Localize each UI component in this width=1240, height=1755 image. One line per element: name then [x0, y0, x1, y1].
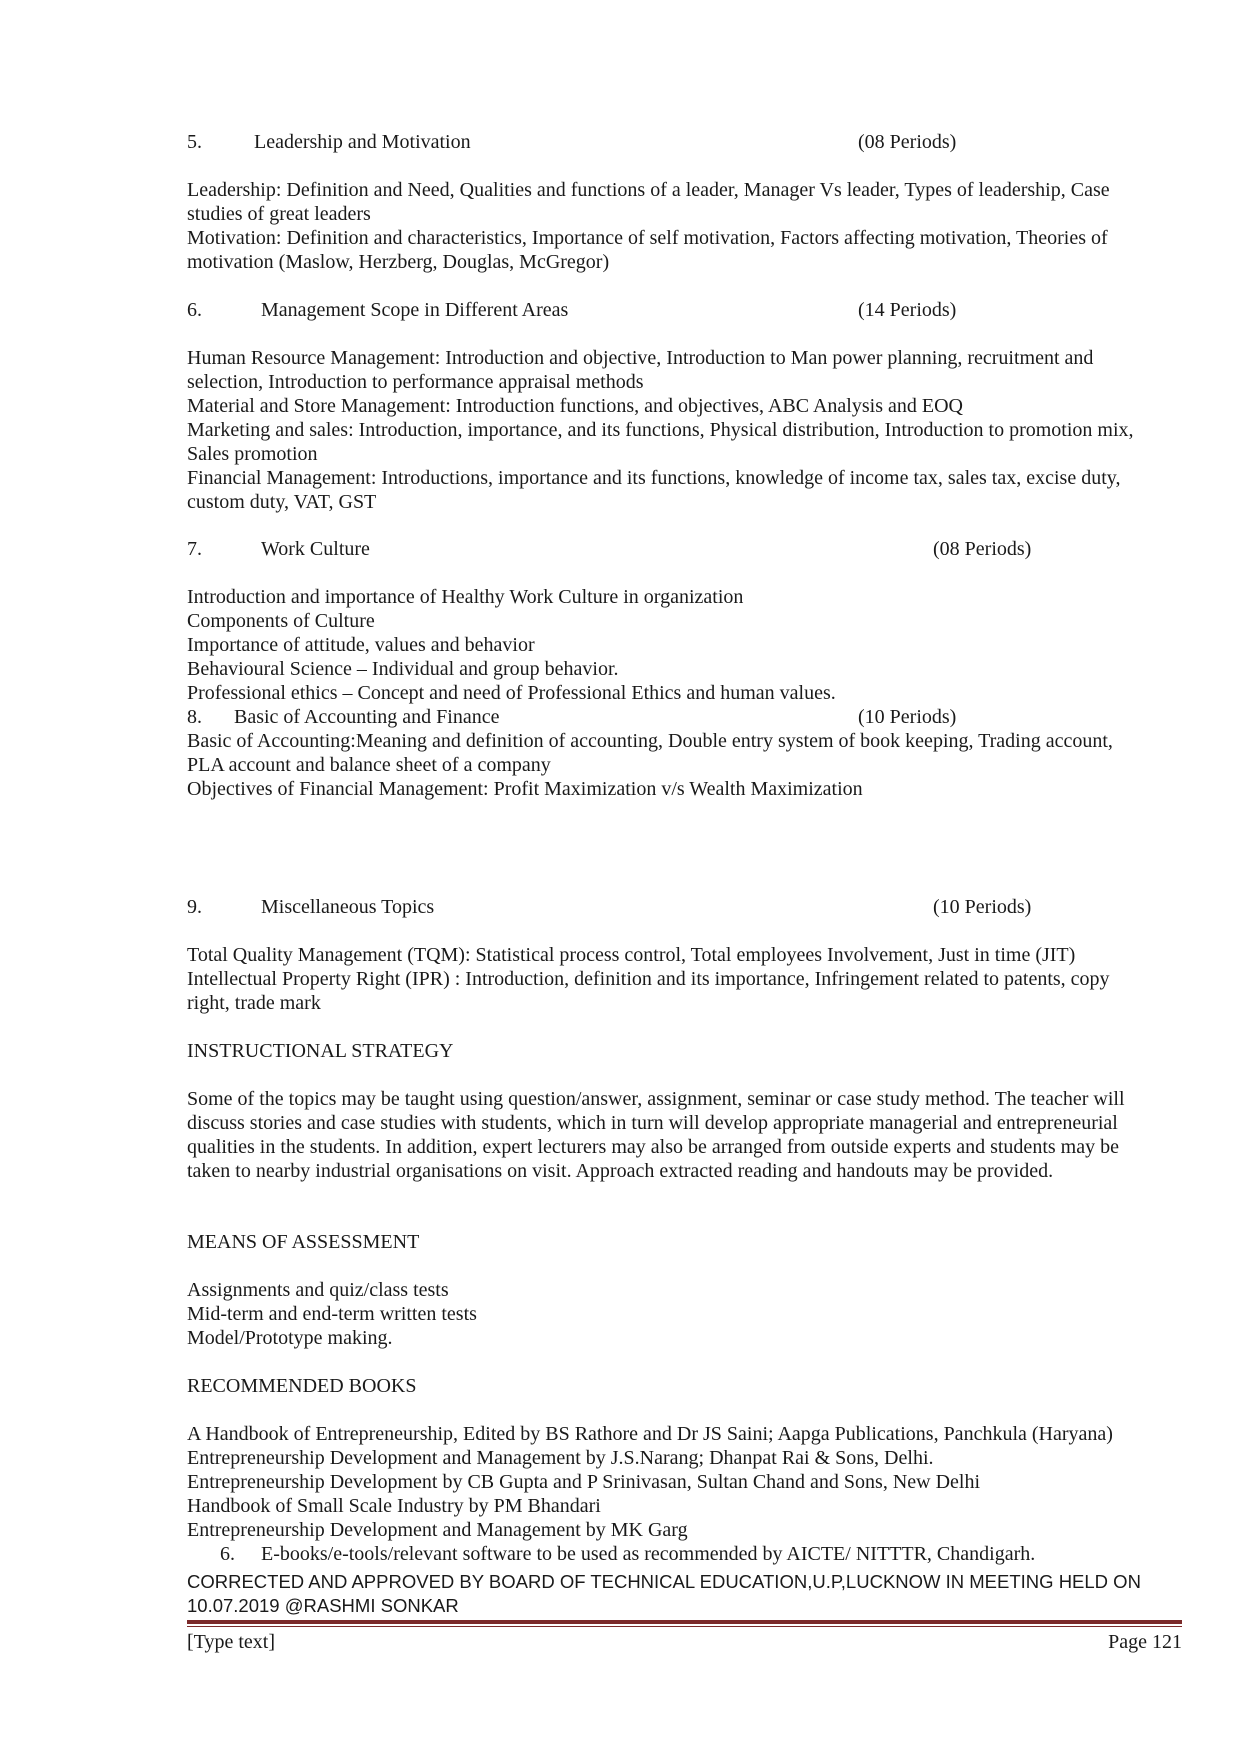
- section-6-line: Material and Store Management: Introduction functions, and objectives, ABC Analysis and EOQ: [187, 395, 963, 417]
- section-5-line: Motivation: Definition and characteristics, Importance of self motivation, Factors affecting motivation, Theories of: [187, 227, 1108, 249]
- section-7-number: 7.: [187, 538, 202, 560]
- section-7-line: Behavioural Science – Individual and group behavior.: [187, 658, 619, 680]
- section-9-periods: (10 Periods): [933, 896, 1032, 918]
- instructional-strategy-line: discuss stories and case studies with students, which in turn will develop appropriate managerial and entrepreneurial: [187, 1112, 1118, 1134]
- book-item: A Handbook of Entrepreneurship, Edited by BS Rathore and Dr JS Saini; Aapga Publications, Panchkula (Haryana): [187, 1423, 1113, 1445]
- section-8-periods: (10 Periods): [858, 706, 957, 728]
- section-6-title: Management Scope in Different Areas: [261, 299, 569, 321]
- instructional-strategy-line: qualities in the students. In addition, expert lecturers may also be arranged from outside experts and students may be: [187, 1136, 1119, 1158]
- section-5-line: motivation (Maslow, Herzberg, Douglas, McGregor): [187, 251, 610, 273]
- footer-rule-thin: [187, 1626, 1182, 1627]
- section-8-line: PLA account and balance sheet of a company: [187, 754, 551, 776]
- approval-note-line-2: 10.07.2019 @RASHMI SONKAR: [187, 1595, 459, 1616]
- section-9-title: Miscellaneous Topics: [261, 896, 435, 918]
- section-8-line: Basic of Accounting:Meaning and definition of accounting, Double entry system of book keeping, Trading account,: [187, 730, 1113, 752]
- assessment-item: Assignments and quiz/class tests: [187, 1279, 449, 1301]
- section-8-line: Objectives of Financial Management: Profit Maximization v/s Wealth Maximization: [187, 778, 863, 800]
- section-7-line: Professional ethics – Concept and need of Professional Ethics and human values.: [187, 682, 836, 704]
- section-7-line: Introduction and importance of Healthy Work Culture in organization: [187, 586, 744, 608]
- section-9-line: Total Quality Management (TQM): Statistical process control, Total employees Involvement, Just in time (JIT): [187, 944, 1076, 966]
- section-9-line: right, trade mark: [187, 992, 321, 1014]
- assessment-item: Mid-term and end-term written tests: [187, 1303, 477, 1325]
- section-6-line: Marketing and sales: Introduction, importance, and its functions, Physical distribution, Introduction to promotion mix,: [187, 419, 1134, 441]
- instructional-strategy-line: Some of the topics may be taught using question/answer, assignment, seminar or case study method. The teacher will: [187, 1088, 1125, 1110]
- section-6-line: Human Resource Management: Introduction and objective, Introduction to Man power planning, recruitment and: [187, 347, 1094, 369]
- footer-rule-thick: [187, 1620, 1182, 1624]
- section-5-line: Leadership: Definition and Need, Qualities and functions of a leader, Manager Vs leader, Types of leadership, Case: [187, 179, 1110, 201]
- section-6-periods: (14 Periods): [858, 299, 957, 321]
- section-8-number: 8.: [187, 706, 202, 728]
- section-7-periods: (08 Periods): [933, 538, 1032, 560]
- section-9-line: Intellectual Property Right (IPR) : Introduction, definition and its importance, Infringement related to patents, copy: [187, 968, 1110, 990]
- means-of-assessment-heading: MEANS OF ASSESSMENT: [187, 1231, 420, 1253]
- section-7-line: Importance of attitude, values and behavior: [187, 634, 535, 656]
- section-6-line: custom duty, VAT, GST: [187, 491, 377, 513]
- section-5-line: studies of great leaders: [187, 203, 371, 225]
- approval-note-line-1: CORRECTED AND APPROVED BY BOARD OF TECHNICAL EDUCATION,U.P,LUCKNOW IN MEETING HELD ON: [187, 1571, 1141, 1592]
- section-7-line: Components of Culture: [187, 610, 375, 632]
- book-item-6: E-books/e-tools/relevant software to be used as recommended by AICTE/ NITTTR, Chandigarh.: [261, 1543, 1036, 1565]
- book-item: Entrepreneurship Development and Management by J.S.Narang; Dhanpat Rai & Sons, Delhi.: [187, 1447, 934, 1469]
- section-6-line: Financial Management: Introductions, importance and its functions, knowledge of income tax, sales tax, excise duty,: [187, 467, 1121, 489]
- section-5-number: 5.: [187, 131, 202, 153]
- section-5-periods: (08 Periods): [858, 131, 957, 153]
- section-6-line: selection, Introduction to performance appraisal methods: [187, 371, 644, 393]
- recommended-books-heading: RECOMMENDED BOOKS: [187, 1375, 417, 1397]
- section-8-title: Basic of Accounting and Finance: [234, 706, 500, 728]
- section-6-number: 6.: [187, 299, 202, 321]
- section-6-line: Sales promotion: [187, 443, 318, 465]
- instructional-strategy-heading: INSTRUCTIONAL STRATEGY: [187, 1040, 454, 1062]
- book-item: Handbook of Small Scale Industry by PM Bhandari: [187, 1495, 601, 1517]
- book-item-6-number: 6.: [220, 1543, 235, 1565]
- book-item: Entrepreneurship Development and Management by MK Garg: [187, 1519, 688, 1541]
- footer-placeholder-text: [Type text]: [187, 1631, 276, 1653]
- section-7-title: Work Culture: [261, 538, 370, 560]
- section-9-number: 9.: [187, 896, 202, 918]
- instructional-strategy-line: taken to nearby industrial organisations on visit. Approach extracted reading and handouts may be provided.: [187, 1160, 1054, 1182]
- book-item: Entrepreneurship Development by CB Gupta and P Srinivasan, Sultan Chand and Sons, New Delhi: [187, 1471, 981, 1493]
- assessment-item: Model/Prototype making.: [187, 1327, 393, 1349]
- page-number: Page 121: [1108, 1631, 1182, 1653]
- section-5-title: Leadership and Motivation: [254, 131, 471, 153]
